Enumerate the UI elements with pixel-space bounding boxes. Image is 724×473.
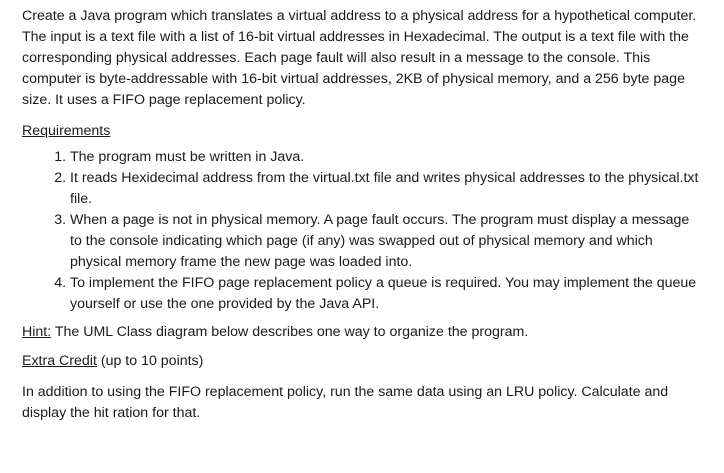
hint-label: Hint: <box>22 324 52 340</box>
requirement-item: 3. When a page is not in physical memory. A page fault occurs. The program must display a message to the console indicating which page (if any) was swapped out of physical memory and which physical memory frame the new page was loaded into. <box>70 210 704 273</box>
closing-paragraph: In addition to using the FIFO replacement policy, run the same data using an LRU policy. Calculate and display the hit ration for that. <box>22 384 669 421</box>
extra-credit-label: Extra Credit <box>22 353 97 369</box>
requirements-heading: Requirements <box>22 123 111 139</box>
intro-paragraph: Create a Java program which translates a virtual address to a physical address for a hypothetical computer. The input is a text file with a list of 16-bit virtual addresses in Hexadecimal. The output is a text file with the corresponding physical addresses. Each page fault will also result in a message to the console. This computer is byte-addressable with 16-bit virtual addresses, 2KB of physical memory, and a 256 byte page size. It uses a FIFO page replacement policy. <box>22 8 697 108</box>
requirement-item: 4. To implement the FIFO page replacement policy a queue is required. You may implement the queue yourself or use the one provided by the Java API. <box>70 273 704 315</box>
requirement-item: 1. The program must be written in Java. <box>70 147 704 168</box>
hint-paragraph <box>22 322 704 343</box>
requirements-list <box>22 147 704 315</box>
hint-text: The UML Class diagram below describes one way to organize the program. <box>51 324 529 340</box>
extra-credit-points: (up to 10 points) <box>96 353 204 369</box>
extra-credit-heading <box>22 351 704 372</box>
requirement-item: 2. It reads Hexidecimal address from the virtual.txt file and writes physical addresses to the physical.txt file. <box>70 168 704 210</box>
